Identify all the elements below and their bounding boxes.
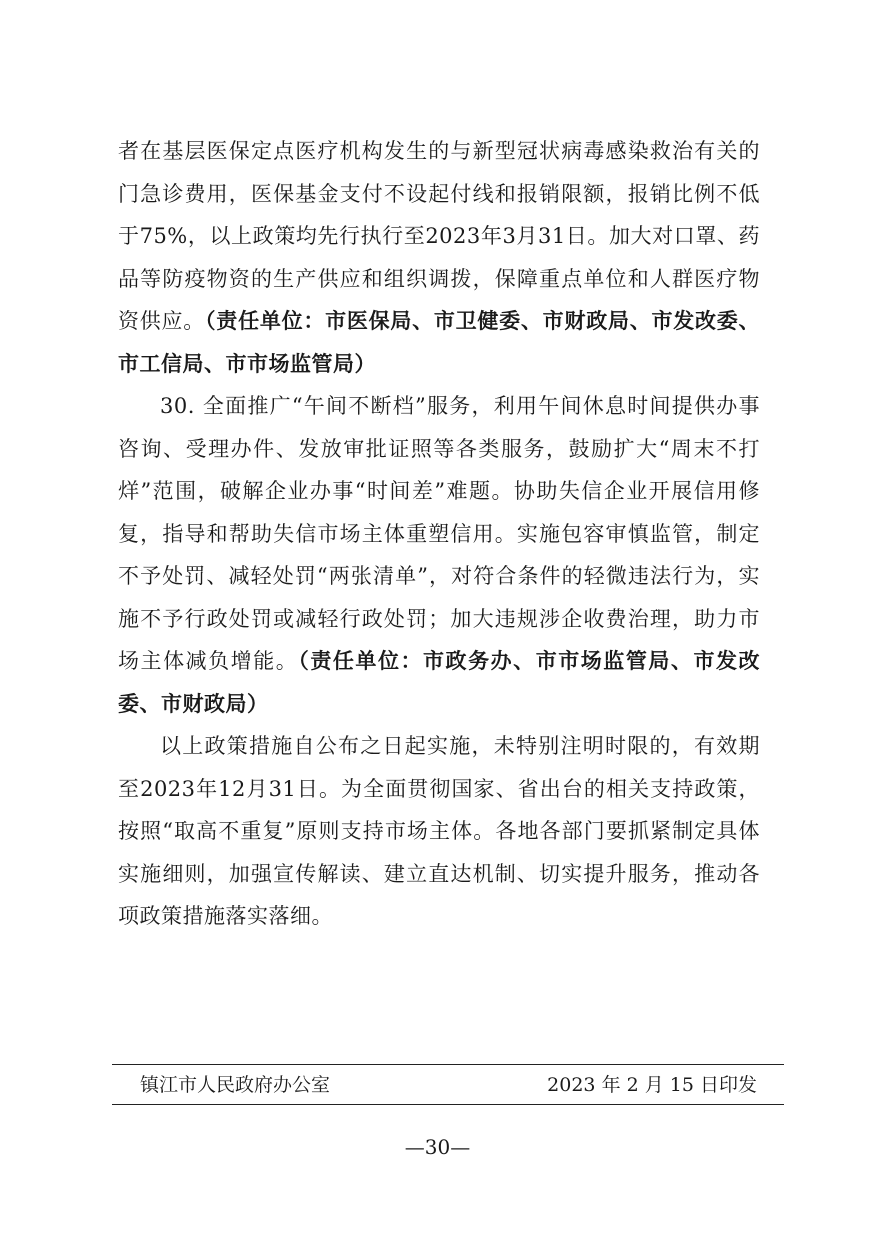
footer-divider-bottom [112,1104,784,1105]
paragraph-text: 以上政策措施自公布之日起实施，未特别注明时限的，有效期至2023年12月31日。为全面贯彻国家、省出台的相关支持政策，按照“取高不重复”原则支持市场主体。各地各部门要抓紧制定具体实施细则，加强宣传解读、建立直达机制、切实提升服务，推动各项政策措施落实落细。 [118,734,760,928]
responsibility-note: （责任单位：市政务办、市市场监管局、市发改委、市财政局） [118,648,761,716]
paragraph-continuation [118,130,760,385]
paragraph-text: 30. 全面推广“午间不断档”服务，利用午间休息时间提供办事咨询、受理办件、发放审批证照等各类服务，鼓励扩大“周末不打烊”范围，破解企业办事“时间差”难题。协助失信企业开展信用修复，指导和帮助失信市场主体重塑信用。实施包容审慎监管，制定不予处罚、减轻处罚“两张清单”，对符合条件的轻微违法行为，实施不予行政处罚或减轻行政处罚；加大违规涉企收费治理，助力市场主体减负增能。 [118,394,760,673]
footer-divider-top [112,1064,784,1065]
paragraph-item-30 [118,385,760,725]
document-body [118,130,760,938]
paragraph-closing [118,725,760,938]
responsibility-note: （责任单位：市医保局、市卫健委、市财政局、市发改委、市工信局、市市场监管局） [118,308,761,376]
footer-print-date: 2023 年 2 月 15 日印发 [547,1074,757,1096]
paragraph-text: 者在基层医保定点医疗机构发生的与新型冠状病毒感染救治有关的门急诊费用，医保基金支付不设起付线和报销限额，报销比例不低于75%，以上政策均先行执行至2023年3月31日。加大对口罩、药品等防疫物资的生产供应和组织调拨，保障重点单位和人群医疗物资供应。 [118,139,760,333]
footer-issuer: 镇江市人民政府办公室 [140,1074,331,1096]
page-number: —30— [404,1135,471,1159]
